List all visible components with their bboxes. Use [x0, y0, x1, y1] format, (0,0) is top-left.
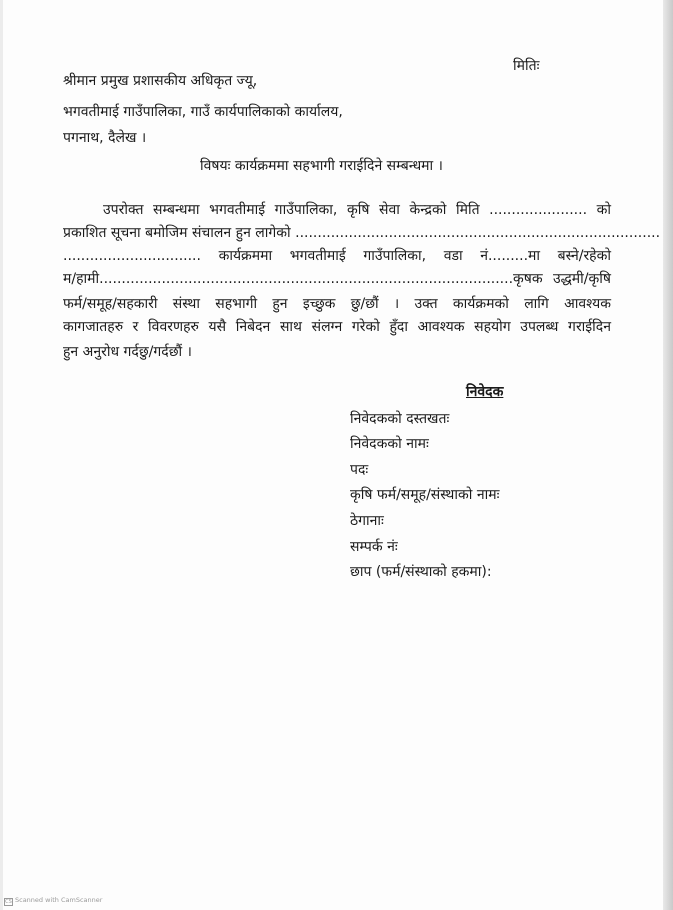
recipient-line-2: भगवतीमाई गाउँपालिका, गाउँ कार्यपालिकाको कार्यालय, — [63, 104, 343, 120]
body-line-4: म/हामी.............................................................................................कृषक उद्धमी/कृषि — [63, 271, 611, 287]
body-line-1: उपरोक्त सम्बन्धमा भगवतीमाई गाउँपालिका, कृषि सेवा केन्द्रको मिति ...................... को — [103, 202, 611, 218]
stamp-label: छाप (फर्म/संस्थाको हकमा): — [350, 564, 492, 580]
recipient-line-1: श्रीमान प्रमुख प्रशासकीय अधिकृत ज्यू, — [63, 73, 258, 89]
applicant-heading: निवेदक — [466, 384, 504, 400]
name-label: निवेदकको नामः — [350, 436, 429, 452]
post-label: पदः — [350, 462, 369, 478]
camscanner-icon: CS — [5, 899, 12, 905]
signature-label: निवेदकको दस्तखतः — [350, 411, 450, 427]
firm-name-label: कृषि फर्म/समूह/संस्थाको नामः — [350, 487, 500, 503]
scan-edge-left — [0, 0, 3, 910]
body-line-3: ............................... कार्यक्रममा भगवतीमाई गाउँपालिका, वडा नं.........मा बस्ने/रहेको — [63, 248, 611, 264]
scanner-footer-text: Scanned with CamScanner — [15, 896, 103, 904]
contact-label: सम्पर्क नंः — [350, 539, 398, 555]
body-line-5: फर्म/समूह/सहकारी संस्था सहभागी हुन इच्छुक छु/छौं । उक्त कार्यक्रमको लागि आवश्यक — [63, 296, 611, 312]
body-line-6: कागजातहरु र विवरणहरु यसै निबेदन साथ संलग्न गरेको हुँदा आवश्यक सहयोग उपलब्ध गराईदिन — [63, 319, 611, 335]
body-line-7: हुन अनुरोध गर्दछु/गर्दछौं । — [63, 344, 192, 360]
scan-edge-right — [663, 0, 673, 910]
address-label: ठेगानाः — [350, 513, 384, 529]
scanner-footer — [4, 896, 102, 906]
date-label: मितिः — [513, 58, 540, 74]
body-line-2: प्रकाशित सूचना बमोजिम संचालन हुन लागेको .................................................................................. — [63, 225, 661, 241]
subject-line: विषयः कार्यक्रममा सहभागी गराईदिने सम्बन्धमा । — [200, 158, 443, 174]
recipient-line-3: पगनाथ, दैलेख । — [63, 130, 147, 146]
